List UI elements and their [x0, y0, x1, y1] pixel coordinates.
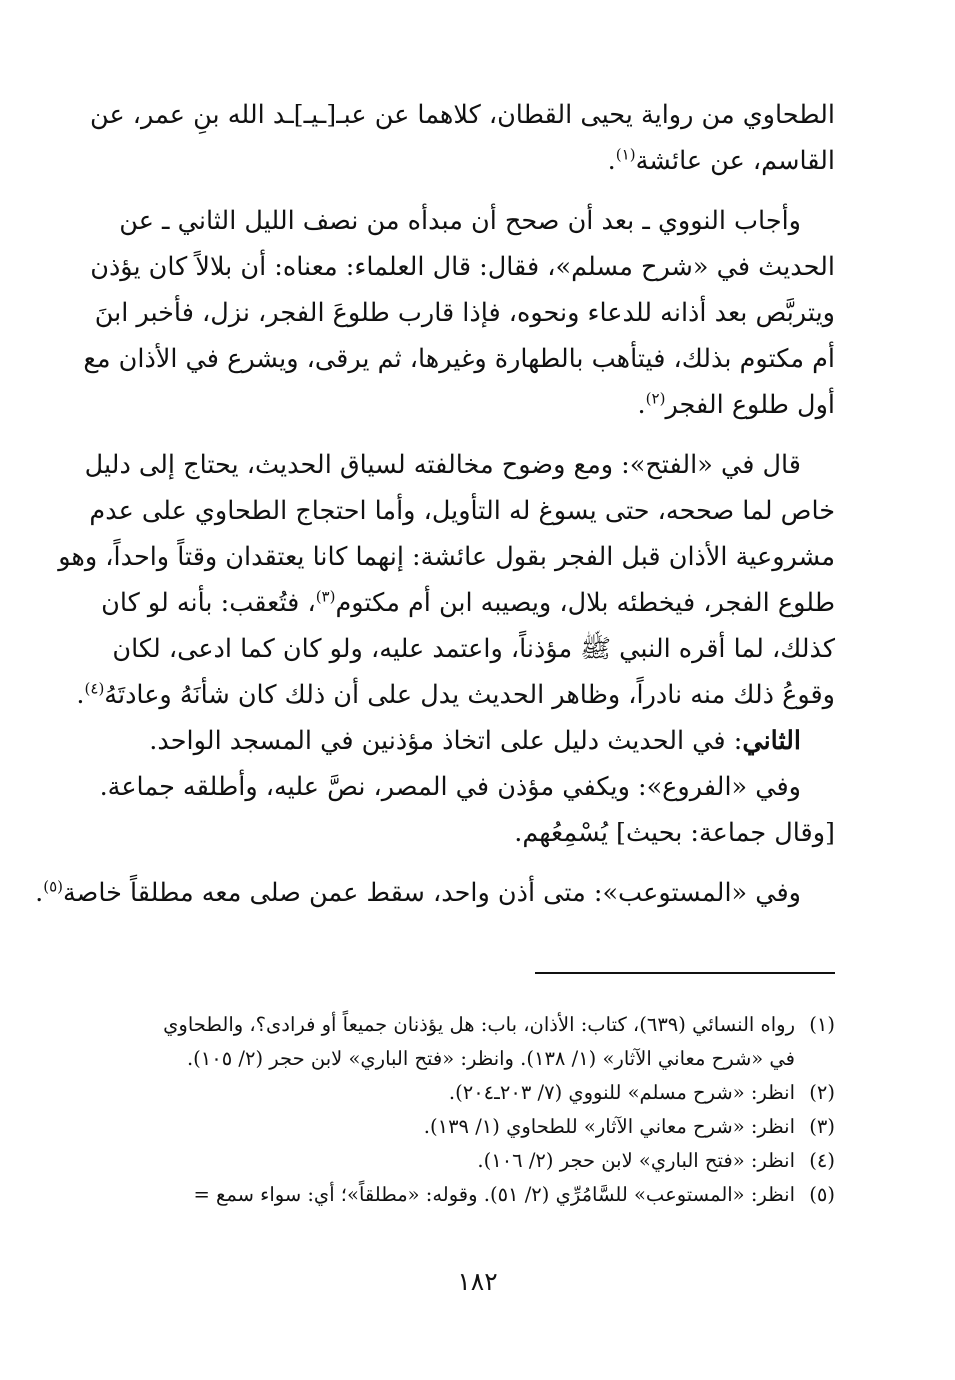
text-line	[35, 870, 835, 916]
text-line: خاص لما صححه، حتى يسوغ له التأويل، وأما احتجاج الطحاوي على عدم	[89, 496, 835, 526]
section-label: الثاني	[742, 726, 801, 756]
text-line: ويتربَّص بعد أذانه للدعاء ونحوه، فإذا قارب طلوعَ الفجر، نزل، فأخبر ابنَ	[94, 298, 835, 328]
text-line: وفي «الفروع»: ويكفي مؤذن في المصر، نصَّ عليه، وأطلقه جماعة.	[99, 772, 801, 802]
footnote-number: (٤)	[809, 1149, 835, 1172]
footnote-ref[interactable]: (٤)	[84, 679, 105, 698]
footnote-text: انظر: «المستوعب» للسَّامُرِّي (٢/ ٥١). وقوله: «مطلقاً»؛ أي: سواء سمع =	[193, 1183, 795, 1206]
text-line	[120, 718, 835, 764]
text-span: طلوع الفجر، فيخطئه بلال، ويصيبه ابن أم مكتوم	[335, 588, 835, 618]
text-span: القاسم، عن عائشة	[635, 146, 835, 176]
text-line: الحديث في «شرح مسلم»، فقال: قال العلماء: معناه: أن بلالاً كان يؤذن	[90, 252, 835, 282]
footnote-ref[interactable]: (٥)	[43, 877, 63, 896]
footnote-number: (١)	[809, 1013, 835, 1036]
footnote-text: انظر: «فتح الباري» لابن حجر (٢/ ١٠٦).	[477, 1149, 795, 1172]
footnote	[120, 1076, 835, 1110]
footnote	[120, 1144, 835, 1178]
page-number: ١٨٢	[457, 1267, 498, 1296]
text-line	[101, 580, 835, 626]
footnote-ref[interactable]: (٢)	[645, 389, 666, 408]
footnote	[120, 1008, 835, 1042]
text-line	[120, 138, 835, 184]
text-span: .	[76, 680, 85, 710]
footnotes	[120, 1008, 835, 1212]
text-line: [وقال جماعة: بحيث] يُسْمِعُهم.	[514, 818, 835, 848]
text-line	[76, 672, 835, 718]
footnote-text: رواه النسائي (٦٣٩)، كتاب: الأذان، باب: هل يؤذنان جميعاً أو فرادى؟، والطحاوي	[163, 1013, 795, 1036]
footnote-text: انظر: «شرح معاني الآثار» للطحاوي (١/ ١٣٩).	[423, 1115, 795, 1138]
text-span: ، فتُعقب: بأنه لو كان	[101, 588, 316, 618]
text-span: وقوعُ ذلك منه نادراً، وظاهر الحديث يدل على أن ذلك كان شأنَهُ وعادتَهُ	[104, 680, 835, 710]
footnote-continuation: في «شرح معاني الآثار» (١/ ١٣٨). وانظر: «فتح الباري» لابن حجر (٢/ ١٠٥).	[186, 1047, 795, 1070]
text-line: وأجاب النووي ـ بعد أن صحح أن مبدأه من نصف الليل الثاني ـ عن	[119, 206, 801, 236]
text-line: مشروعية الأذان قبل الفجر بقول عائشة: إنهما كانا يعتقدان وقتاً واحداً، وهو	[58, 542, 835, 572]
footnote-number: (٥)	[809, 1183, 835, 1206]
text-span: .	[35, 878, 44, 908]
text-line	[120, 382, 835, 428]
text-span: .	[637, 390, 646, 420]
footnote-number: (٣)	[809, 1115, 835, 1138]
text-line: أم مكتوم بذلك، فيتأهب بالطهارة وغيرها، ثم يرقى، ويشرع في الأذان مع	[83, 344, 835, 374]
text-span: وفي «المستوعب»: متى أذن واحد، سقط عمن صلى معه مطلقاً خاصة	[63, 878, 801, 908]
footnote-ref[interactable]: (١)	[615, 145, 636, 164]
text-line: الطحاوي من رواية يحيى القطان، كلاهما عن عبـ[ـيـ]ـد الله بنِ عمر، عن	[90, 100, 835, 130]
text-span: : في الحديث دليل على اتخاذ مؤذنين في المسجد الواحد.	[149, 726, 743, 756]
footnote-ref[interactable]: (٣)	[315, 587, 336, 606]
footnote	[120, 1178, 835, 1212]
text-span: أول طلوع الفجر	[665, 390, 835, 420]
text-line: كذلك، لما أقره النبي ﷺ مؤذناً، واعتمد عليه، ولو كان كما ادعى، لكان	[112, 634, 835, 664]
footnote-text: انظر: «شرح مسلم» للنووي (٧/ ٢٠٣ـ٢٠٤).	[448, 1081, 795, 1104]
text-line: قال في «الفتح»: ومع وضوح مخالفته لسياق الحديث، يحتاج إلى دليل	[84, 450, 801, 480]
text-span: .	[607, 146, 616, 176]
footnote	[120, 1110, 835, 1144]
footnote-divider	[535, 972, 835, 974]
footnote-number: (٢)	[809, 1081, 835, 1104]
body-text	[35, 92, 835, 916]
